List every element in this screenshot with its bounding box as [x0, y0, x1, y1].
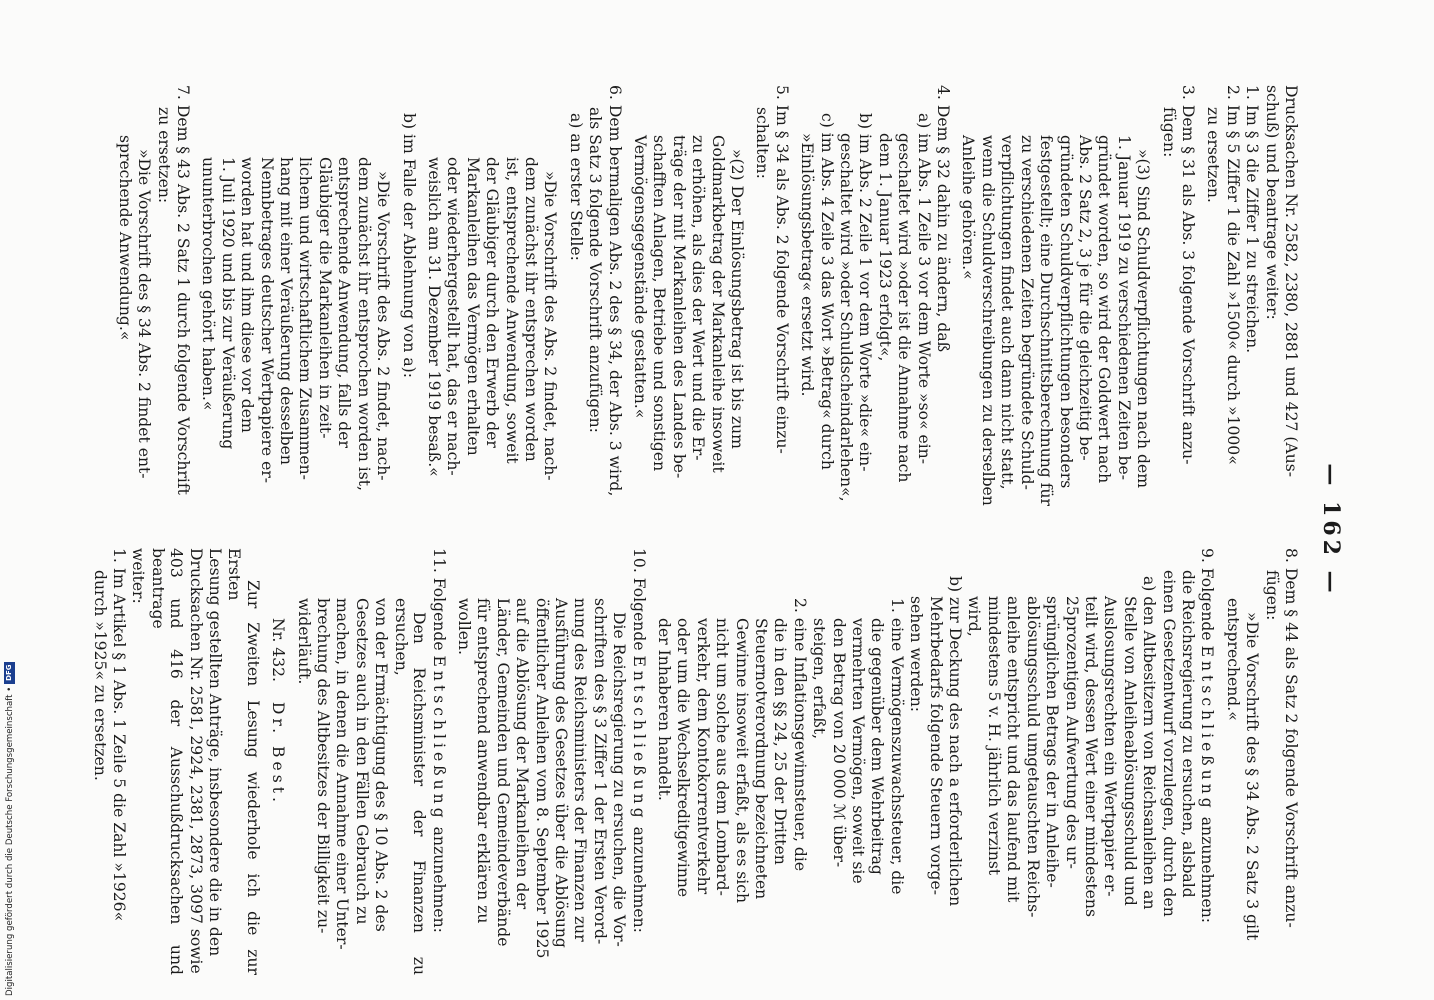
text-line: weiter: [129, 548, 148, 604]
quote-line: gründeten Schuldverpflichtungen besonders [1056, 135, 1075, 489]
left-text-column [115, 85, 1300, 512]
quote-line: Markanleihen das Vermögen erhalten [463, 157, 482, 456]
text-line: Drucksachen Nr. 2581, 2924, 2381, 2873, 3097 sowie [186, 548, 205, 974]
quote-line: 1. Juli 1920 und bis zur Veräußerung [218, 157, 237, 450]
text-line: Gesetzes auch in den Fällen Gebrauch zu [352, 598, 371, 925]
text-line: Ausführung des Gesetzes über die Ablösung [551, 598, 570, 948]
quote-line: hang mit einer Veräußerung desselben [277, 157, 296, 465]
quote-line: wenn die Schuldverschreibungen zu derselben [978, 135, 997, 506]
quote-line: gründet worden, so wird der Goldwert nach [1095, 135, 1114, 484]
digitization-credit [4, 662, 15, 996]
text-line: Länder, Gemeinden und Gemeindeverbände [493, 598, 512, 947]
text-line: Steuernotverordnung bezeichneten [752, 618, 771, 900]
quote-line: Nennbetrages deutscher Wertpapiere er- [257, 157, 276, 484]
list-item: 1. Im Artikel § 1 Abs. 1 Zeile 5 die Zahl »1926« [110, 548, 129, 922]
text-line: die Reichsregierung zu ersuchen, alsbald [1178, 570, 1197, 898]
text-line: 25prozentigen Aufwertung des ur- [1062, 596, 1081, 869]
quote-line: »Die Vorschrift des Abs. 2 findet, nach- [541, 171, 560, 481]
text-line: nicht um solche aus dem Lombard- [713, 618, 732, 896]
quote-line: »(2) Der Einlösungsbetrag ist bis zum [728, 149, 747, 449]
quote-line: dem zunächst ihr entsprochen worden ist, [354, 157, 373, 491]
quote-line: Anleihe gehören.« [959, 135, 978, 280]
text-line: teilt wird, dessen Wert einer mindestens [1081, 596, 1100, 917]
text-line: wollen. [454, 598, 473, 655]
sub-sub-item: 2. eine Inflationsgewinnsteuer, die [790, 598, 809, 872]
text-line: vermehrten Vermögen, soweit sie [849, 618, 868, 884]
text-line: Auslosungsrechten ein Wertpapier er- [1101, 596, 1120, 897]
list-item: 7. Dem § 43 Abs. 2 Satz 1 durch folgende Vorschrift [174, 85, 193, 495]
resolution-heading [629, 548, 647, 975]
quote-line: oder wiederhergestellt hat, das er nach- [444, 157, 463, 476]
quote-line: 1. Januar 1919 zu verschiedenen Zeiten be- [1114, 135, 1133, 481]
text-line: mindestens 5 v. H. jährlich verzinst [984, 596, 1003, 876]
motion-number: Nr. 432. [269, 618, 288, 683]
quote-line: Abs. 2 Satz 2, 3 je für die gleichzeitig be- [1075, 135, 1094, 461]
sub-item: a) den Altbesitzern von Reichsanleihen an [1140, 576, 1159, 910]
quote-line: worden hat und ihm diese vor dem [238, 157, 257, 433]
text-line: schalten: [753, 107, 772, 179]
quote-line: Gläubiger die Markanleihen in zeit- [315, 157, 334, 439]
quote-line: schafften Anlagen, Betriebe und sonstigen [650, 135, 669, 472]
sub-item: c) im Abs. 4 Zeile 3 das Wort »Betrag« durch [817, 113, 836, 470]
text-line: widerläuft. [294, 598, 313, 685]
text-line: sprünglichen Betrags der in Anleihe- [1043, 596, 1062, 888]
text-line: geschaltet wird »oder ist die Annahme nach [895, 133, 914, 483]
sub-item: b) im Falle der Ablehnung von a): [399, 113, 418, 378]
text-line: der Inhaberen handelt. [655, 618, 673, 801]
heading-suffix: anzunehmen: [629, 826, 648, 933]
heading-prefix: 9. Folgende [1198, 548, 1217, 641]
text-line: wird, [965, 596, 984, 637]
list-item: 3. Dem § 31 als Abs. 3 folgende Vorschrift anzu- [1178, 85, 1197, 465]
right-text-column [90, 548, 1300, 975]
quote-line: ist, entsprechende Anwendung, soweit [502, 157, 521, 464]
text-line: machen, in denen die Annahme einer Unter- [333, 598, 352, 950]
motion-author: Dr. Best. [269, 701, 288, 806]
text-line: 403 und 416 der Ausschußdrucksachen und beantrage [148, 548, 186, 975]
quote-line: »Die Vorschrift des § 34 Abs. 2 findet ent- [135, 149, 154, 479]
text-line: von der Ermächtigung des § 10 Abs. 2 des [372, 598, 391, 932]
text-line: Gewinne insoweit erfaßt, als es sich [732, 618, 751, 904]
text-line: nung des Reichsministers der Finanzen zur [571, 598, 590, 942]
text-line: durch »1925« zu ersetzen. [90, 570, 109, 781]
motion-signature [269, 548, 287, 975]
text-line: geschaltet wird »oder Schuldscheindarlehen«, [837, 133, 856, 502]
sub-sub-item: 1. eine Vermögenszuwachssteuer, die [887, 598, 906, 895]
credit-text: Digitalisierung gefördert durch die Deutsche Forschungsgemeinschaft • [4, 686, 15, 996]
text-line: Den Reichsminister der Finanzen zu ersuchen, [391, 598, 429, 975]
quote-line: »Die Vorschrift des Abs. 2 findet, nach- [374, 171, 393, 481]
text-line: schriften des § 3 Ziffer 1 der Ersten Verord- [590, 598, 609, 945]
text-line: schuß) und beantrage weiter: [1262, 85, 1281, 320]
heading-keyword: Entschließung [429, 655, 448, 822]
rotated-document-page [90, 85, 1344, 975]
text-line: Stelle von Anleiheablösungsschuld und [1120, 596, 1139, 906]
sub-item: a) an erster Stelle: [566, 113, 585, 261]
text-line: Lesung gestellten Anträge, insbesondere die in den [206, 548, 225, 957]
list-item: 1. Im § 3 die Ziffer 1 zu streichen. [1243, 85, 1262, 354]
text-line: die in den §§ 24, 25 der Dritten [771, 618, 790, 865]
quote-line: lichem und wirtschaftlichem Zusammen- [296, 157, 315, 480]
text-line: zu ersetzen: [154, 107, 173, 204]
quote-line: der Gläubiger durch den Erwerb der [483, 157, 502, 448]
heading-prefix: 11. Folgende [429, 548, 448, 651]
text-line: fügen: [1159, 107, 1178, 158]
resolution-heading [429, 548, 447, 975]
quote-line: zu erhöhen, als dies der Wert und die Er- [689, 135, 708, 461]
quote-line: verpflichtungen findet auch dann nicht statt, [998, 135, 1017, 490]
sub-item: b) im Abs. 2 Zeile 1 vor dem Worte »die« ein- [856, 113, 875, 472]
text-line: Die Reichsregierung zu ersuchen, die Vor- [610, 612, 629, 947]
text-line: dem 1. Januar 1923 erfolgt«, [875, 133, 894, 362]
page-number: — 162 — [1318, 463, 1344, 597]
quote-line: weislich am 31. Dezember 1919 besaß.« [424, 157, 443, 477]
quote-line: Vermögensgegenstände gestatten.« [631, 135, 649, 419]
text-line: verkehr, dem Kontokorrentverkehr [693, 618, 712, 895]
text-line: brechung des Altbesitzes der Billigkeit zu- [314, 598, 333, 934]
text-line: auf die Ablösung der Markanleihen der [513, 598, 532, 910]
list-item: 2. Im § 5 Ziffer 1 die Zahl »1500« durch »1000« [1223, 85, 1242, 465]
text-line: ablösungsschuld umgetauschten Reichs- [1023, 596, 1042, 918]
text-line: sehen werden: [907, 596, 926, 713]
quote-line: ununterbrochen gehört haben.« [199, 157, 218, 411]
list-item: 4. Dem § 32 dahin zu ändern, daß [934, 85, 953, 353]
text-line: fügen: [1262, 570, 1281, 621]
text-line: als Satz 3 folgende Vorschrift anzufügen: [586, 107, 605, 433]
quote-line: Goldmarkbetrag der Markanleihe insoweit [708, 135, 727, 473]
quote-line: träge der mit Markanleihen des Landes be- [669, 135, 688, 479]
heading-keyword: Entschließung [1198, 645, 1217, 812]
sub-item: b) zur Deckung des nach a erforderlichen [946, 576, 965, 907]
quote-line: »Die Vorschrift des § 34 Abs. 2 Satz 3 gilt [1243, 612, 1262, 941]
heading-suffix: anzunehmen: [429, 826, 448, 933]
list-item: 6. Dem bermaligen Abs. 2 des § 34, der Abs. 3 wird, [605, 85, 624, 497]
dfg-logo: DFG [4, 662, 15, 684]
text-line: die gegenüber dem Wehrbeitrag [868, 618, 887, 875]
text-line: den Betrag von 20 000 ℳ über- [829, 618, 848, 868]
list-item: 5. Im § 34 als Abs. 2 folgende Vorschrift einzu- [772, 85, 791, 454]
text-line: für entsprechend anwendbar erklären zu [474, 598, 493, 924]
text-line: zu ersetzen. [1204, 107, 1223, 203]
quote-line: sprechende Anwendung.« [115, 135, 134, 341]
text-line: Mehrbedarfs folgende Steuern vorge- [926, 596, 945, 895]
text-line: Drucksachen Nr. 2582, 2380, 2881 und 427 (Aus- [1282, 85, 1300, 478]
heading-prefix: 10. Folgende [629, 548, 648, 651]
sub-item: a) im Abs. 1 Zeile 3 vor dem Worte »so« ein- [914, 113, 933, 464]
text-line: anleihe entspricht und das laufend mit [1004, 596, 1023, 903]
quote-line: dem zunächst ihr entsprechen worden [521, 157, 540, 462]
text-line: Zur Zweiten Lesung wiederhole ich die zur Ersten [225, 548, 262, 975]
text-line: »Einlösungsbetrag« ersetzt wird. [798, 133, 817, 397]
quote-line: entsprechend.« [1223, 598, 1242, 721]
heading-keyword: Entschließung [629, 655, 648, 822]
quote-line: festgestellt; eine Durchschnittsberechnung für [1037, 135, 1056, 506]
list-item: 8. Dem § 44 als Satz 2 folgende Vorschrift anzu- [1282, 548, 1300, 928]
heading-suffix: anzunehmen: [1198, 816, 1217, 923]
text-line: oder um die Wechselkreditgewinne [674, 618, 693, 898]
quote-line: zu verschiedenen Zeiten begründete Schuld- [1017, 135, 1036, 490]
text-line: steigen, erfaßt, [810, 618, 829, 740]
text-line: öffentlicher Anleihen vom 8. September 1925 [532, 598, 551, 959]
resolution-heading [1198, 548, 1216, 975]
text-line: einen Gesetzentwurf vorzulegen, durch den [1159, 570, 1178, 917]
quote-line: entsprechende Anwendung, falls der [335, 157, 354, 448]
quote-line: »(3) Sind Schuldverpflichtungen nach dem [1134, 149, 1153, 488]
